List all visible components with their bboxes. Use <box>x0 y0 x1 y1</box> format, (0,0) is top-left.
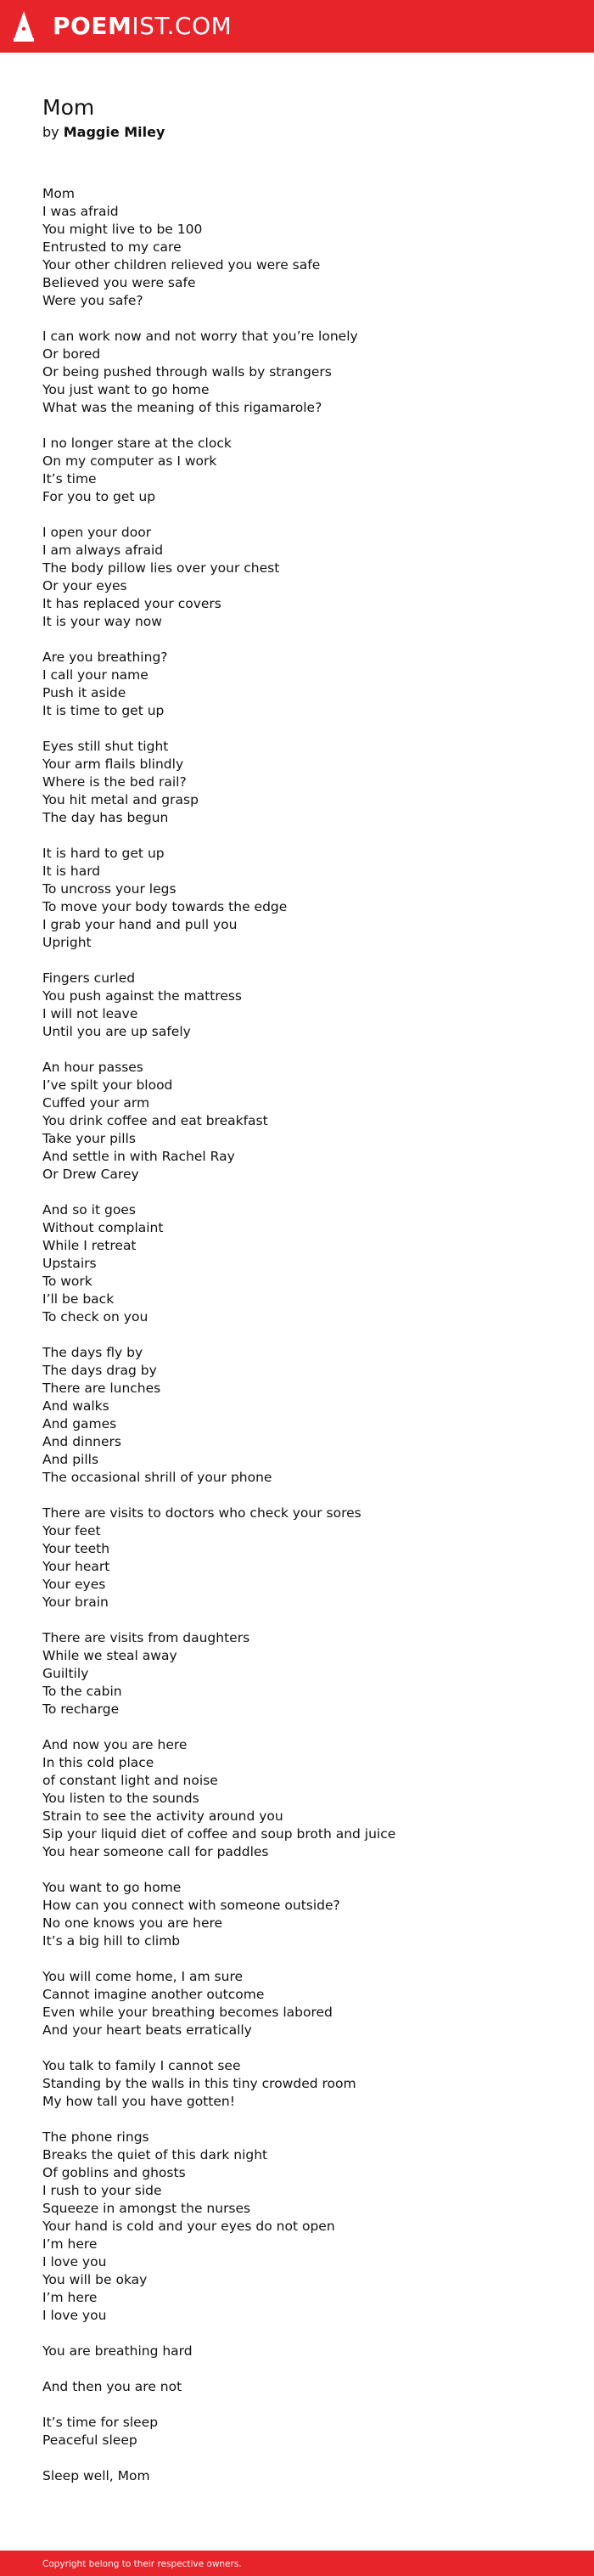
poem-line: My how tall you have gotten! <box>42 2094 235 2109</box>
poem-stanza <box>42 1201 560 1326</box>
poem-line: Fingers curled <box>42 970 136 986</box>
poem-stanza <box>42 2378 560 2396</box>
poem-line: Guiltily <box>42 1666 89 1681</box>
poem-line: I love you <box>42 2308 107 2323</box>
poem-line: Without complaint <box>42 1220 164 1235</box>
pen-nib-icon[interactable] <box>14 10 34 42</box>
poem-line: Eyes still shut tight <box>42 739 169 754</box>
poem-line: Your feet <box>42 1523 101 1538</box>
poem-line: Standing by the walls in this tiny crowded room <box>42 2076 356 2091</box>
poem-line: You hear someone call for paddles <box>42 1844 269 1859</box>
logo-light-text: IST.COM <box>132 12 233 40</box>
poem-line: It is time to get up <box>42 703 165 718</box>
poem-line: And walks <box>42 1398 109 1414</box>
poem-line: There are lunches <box>42 1381 161 1396</box>
poem-line: Until you are up safely <box>42 1024 191 1039</box>
poem-line: Squeeze in amongst the nurses <box>42 2201 251 2216</box>
poem-stanza <box>42 2057 560 2111</box>
poem-line: I rush to your side <box>42 2183 162 2198</box>
poem-line: Mom <box>42 186 75 201</box>
poem-stanza <box>42 524 560 631</box>
byline-prefix: by <box>42 124 59 140</box>
site-footer <box>0 2551 594 2576</box>
poem-line: There are visits from daughters <box>42 1630 250 1645</box>
poem-line: Your teeth <box>42 1541 110 1556</box>
poem-stanza <box>42 845 560 952</box>
poem-stanza <box>42 1968 560 2039</box>
poem-line: Or your eyes <box>42 578 127 593</box>
poem-line: Sleep well, Mom <box>42 2468 150 2483</box>
poem-line: I will not leave <box>42 1006 138 1021</box>
poem-line: You drink coffee and eat breakfast <box>42 1113 268 1128</box>
poem-stanza <box>42 1505 560 1611</box>
poem-line: And pills <box>42 1452 99 1467</box>
poem-stanza <box>42 2343 560 2360</box>
poem-stanza <box>42 738 560 827</box>
poem-line: Cuffed your arm <box>42 1095 150 1111</box>
poem-line: Believed you were safe <box>42 275 196 290</box>
poem-line: I call your name <box>42 667 148 683</box>
poem-line: Your brain <box>42 1595 109 1610</box>
poem-line: Of goblins and ghosts <box>42 2165 186 2180</box>
poem-line: I was afraid <box>42 204 119 219</box>
poem-line: To the cabin <box>42 1684 122 1699</box>
poem-line: You will be okay <box>42 2272 148 2287</box>
poem-line: Or bored <box>42 346 101 362</box>
poem-line: And dinners <box>42 1434 121 1449</box>
poem-line: And then you are not <box>42 2379 182 2394</box>
poem-line: Entrusted to my care <box>42 239 182 255</box>
poem-line: The day has begun <box>42 810 169 825</box>
poem-line: It’s a big hill to climb <box>42 1933 181 1949</box>
poem-stanza <box>42 1736 560 1861</box>
poem-line: Your heart <box>42 1559 110 1574</box>
poem-line: Your other children relieved you were safe <box>42 257 321 273</box>
poem-line: I love you <box>42 2254 107 2269</box>
poem-line: I grab your hand and pull you <box>42 917 238 932</box>
poem-line: No one knows you are here <box>42 1915 223 1931</box>
poem-line: You push against the mattress <box>42 988 243 1004</box>
poem-line: Or being pushed through walls by strangers <box>42 364 332 380</box>
poem-line: I’ll be back <box>42 1291 115 1307</box>
poem-line: An hour passes <box>42 1060 143 1075</box>
poem-line: The body pillow lies over your chest <box>42 560 280 576</box>
poem-line: Cannot imagine another outcome <box>42 1987 265 2002</box>
poem-line: You want to go home <box>42 1880 182 1895</box>
poem-line: You hit metal and grasp <box>42 792 199 807</box>
poem-line: The occasional shrill of your phone <box>42 1470 272 1485</box>
poem-line: Where is the bed rail? <box>42 774 187 790</box>
poem-line: Upstairs <box>42 1256 97 1271</box>
poem-stanza <box>42 2414 560 2449</box>
poem-line: On my computer as I work <box>42 453 217 469</box>
poem-line: Strain to see the activity around you <box>42 1808 283 1824</box>
poem-line: I am always afraid <box>42 543 164 558</box>
author-name: Maggie Miley <box>63 124 165 140</box>
copyright-text: Copyright belong to their respective owners. <box>42 2559 242 2569</box>
poem-line: There are visits to doctors who check your sores <box>42 1505 361 1521</box>
poem-line: You might live to be 100 <box>42 222 203 237</box>
poem-line: Are you breathing? <box>42 650 168 665</box>
poem-line: Take your pills <box>42 1131 136 1146</box>
poem-stanza <box>42 328 560 417</box>
poem-line: I can work now and not worry that you’re lonely <box>42 329 358 344</box>
poem-line: For you to get up <box>42 489 156 504</box>
poem-line: Push it aside <box>42 685 126 700</box>
poem-line: To recharge <box>42 1701 120 1717</box>
poem-line: In this cold place <box>42 1755 154 1770</box>
poem-line: You just want to go home <box>42 382 210 397</box>
poem-line: The days drag by <box>42 1363 157 1378</box>
poem-line: Breaks the quiet of this dark night <box>42 2147 268 2163</box>
poem-line: To check on you <box>42 1309 148 1325</box>
poem-line: Or Drew Carey <box>42 1167 139 1182</box>
poem-line: Even while your breathing becomes labored <box>42 2005 333 2020</box>
poem-line: I’m here <box>42 2236 98 2252</box>
poem-line: And so it goes <box>42 1202 136 1218</box>
poem-line: The phone rings <box>42 2129 149 2145</box>
poem-stanza <box>42 2467 560 2485</box>
poem-line: The days fly by <box>42 1345 143 1360</box>
poem-stanza <box>42 1059 560 1184</box>
byline <box>42 124 165 141</box>
site-logo[interactable] <box>53 13 232 40</box>
poem-line: Upright <box>42 935 92 950</box>
poem-stanza <box>42 435 560 506</box>
poem-line: It’s time <box>42 471 97 487</box>
poem-line: And games <box>42 1416 117 1431</box>
poem-line: I’m here <box>42 2290 98 2305</box>
poem-stanza <box>42 1344 560 1487</box>
poem-line: of constant light and noise <box>42 1773 218 1788</box>
poem-line: You listen to the sounds <box>42 1791 199 1806</box>
poem-line: Sip your liquid diet of coffee and soup broth and juice <box>42 1826 396 1842</box>
poem-line: And your heart beats erratically <box>42 2022 252 2038</box>
poem-stanza <box>42 185 560 310</box>
poem-line: What was the meaning of this rigamarole? <box>42 400 322 415</box>
site-header <box>0 0 594 53</box>
poem-line: It is your way now <box>42 614 162 629</box>
poem-line: Your eyes <box>42 1577 106 1592</box>
poem-line: I no longer stare at the clock <box>42 436 232 451</box>
poem-stanza <box>42 970 560 1041</box>
poem-line: I open your door <box>42 525 152 540</box>
poem-line: Your arm flails blindly <box>42 756 184 772</box>
poem-line: And now you are here <box>42 1737 188 1752</box>
poem-body <box>42 185 560 2503</box>
poem-line: It is hard <box>42 863 101 879</box>
poem-line: You are breathing hard <box>42 2343 193 2359</box>
poem-title: Mom <box>42 95 95 120</box>
poem-line: Peaceful sleep <box>42 2433 137 2448</box>
poem-line: You talk to family I cannot see <box>42 2058 241 2073</box>
poem-line: How can you connect with someone outside? <box>42 1898 340 1913</box>
poem-line: To work <box>42 1274 92 1289</box>
poem-stanza <box>42 1879 560 1950</box>
poem-line: It has replaced your covers <box>42 596 221 611</box>
poem-line: To move your body towards the edge <box>42 899 288 914</box>
poem-line: While I retreat <box>42 1238 137 1253</box>
logo-bold-text: POEM <box>53 12 132 40</box>
poem-stanza <box>42 649 560 720</box>
poem-line: While we steal away <box>42 1648 177 1663</box>
poem-stanza <box>42 2129 560 2325</box>
poem-stanza <box>42 1629 560 1718</box>
poem-line: Were you safe? <box>42 293 143 308</box>
poem-line: I’ve spilt your blood <box>42 1077 173 1093</box>
poem-line: It’s time for sleep <box>42 2415 159 2430</box>
poem-line: You will come home, I am sure <box>42 1969 244 1984</box>
poem-line: Your hand is cold and your eyes do not open <box>42 2219 335 2234</box>
poem-line: To uncross your legs <box>42 881 177 897</box>
poem-line: And settle in with Rachel Ray <box>42 1149 235 1164</box>
poem-line: It is hard to get up <box>42 846 165 861</box>
